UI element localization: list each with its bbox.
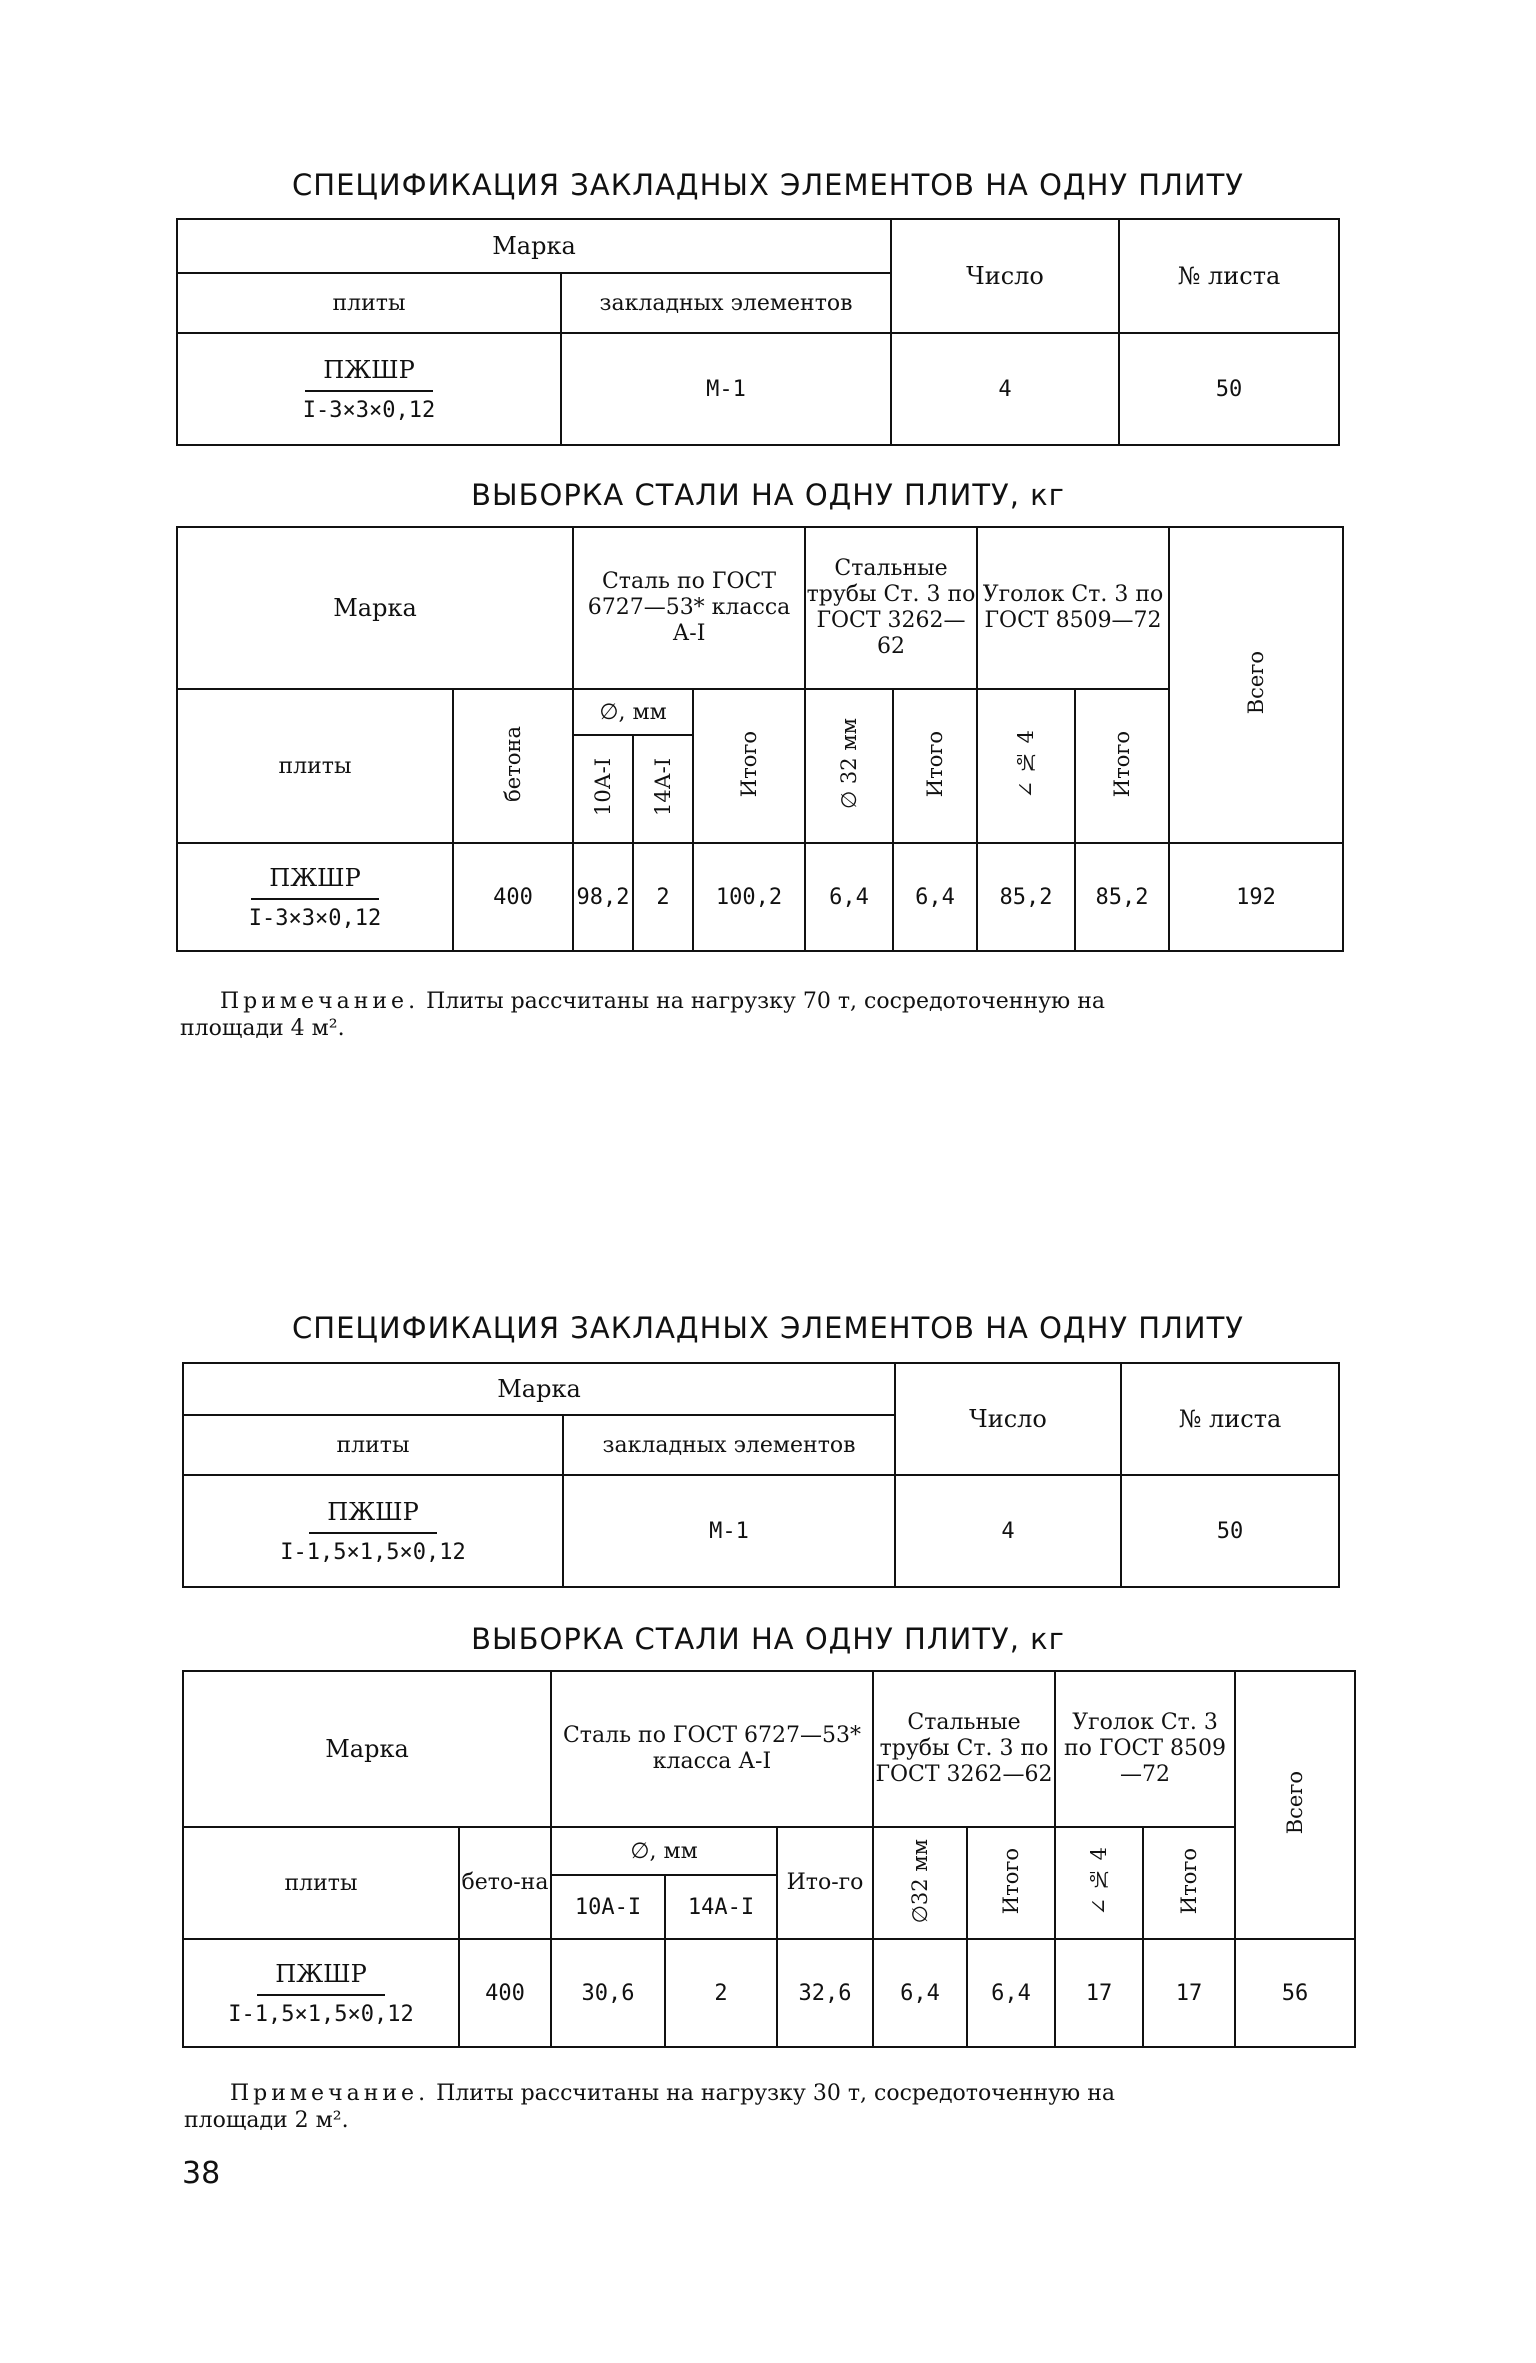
value-d32: 6,4 — [805, 843, 893, 951]
steel-header-ugolok: Уголок Ст. 3 по ГОСТ 8509—72 — [1055, 1671, 1235, 1827]
steel-table-1 — [176, 526, 1344, 952]
steel-header-itogo-1: Итого — [737, 730, 761, 798]
steel-header-10a: 10А-I — [591, 757, 615, 817]
steel-header-marka: Марка — [177, 527, 573, 689]
table-row — [183, 1475, 1339, 1587]
spec-table-1 — [176, 218, 1340, 446]
value-itogo-2: 6,4 — [967, 1939, 1055, 2047]
steel-header-ug4: ∠ № 4 — [1014, 729, 1039, 799]
value-10a: 98,2 — [573, 843, 633, 951]
steel-header-ug4: ∠ № 4 — [1087, 1846, 1112, 1916]
spec-count: 4 — [891, 333, 1119, 445]
note-1 — [180, 988, 1340, 1042]
note-label: Примечание. — [220, 989, 420, 1014]
spec-header-plity: плиты — [183, 1415, 563, 1475]
value-itogo-1: 100,2 — [693, 843, 805, 951]
spec-title-2: СПЕЦИФИКАЦИЯ ЗАКЛАДНЫХ ЭЛЕМЕНТОВ НА ОДНУ ПЛИТУ — [292, 1311, 1244, 1345]
value-betona: 400 — [459, 1939, 551, 2047]
steel-header-diam: ∅, мм — [551, 1827, 777, 1875]
note-text-line2: площади 4 м². — [180, 1016, 345, 1041]
plate-mark-top: ПЖШР — [251, 864, 378, 900]
value-ug4: 17 — [1055, 1939, 1143, 2047]
table-row — [177, 333, 1339, 445]
table-row — [177, 843, 1343, 951]
steel-header-betona: бето-на — [459, 1827, 551, 1939]
value-itogo-1: 32,6 — [777, 1939, 873, 2047]
value-itogo-2: 6,4 — [893, 843, 977, 951]
spec-header-marka: Марка — [183, 1363, 895, 1415]
steel-header-vsego: Всего — [1244, 651, 1269, 715]
steel-header-diam: ∅, мм — [573, 689, 693, 735]
note-text: Плиты рассчитаны на нагрузку 30 т, сосредоточенную на — [436, 2081, 1115, 2106]
steel-header-marka: Марка — [183, 1671, 551, 1827]
steel-header-itogo-1: Ито-го — [777, 1827, 873, 1939]
spec-header-list: № листа — [1121, 1363, 1339, 1475]
steel-header-plity: плиты — [177, 689, 453, 843]
steel-header-14a: 14А-I — [651, 757, 675, 817]
steel-header-stal: Сталь по ГОСТ 6727—53* класса А-I — [551, 1671, 873, 1827]
value-itogo-3: 85,2 — [1075, 843, 1169, 951]
table-row — [183, 1939, 1355, 2047]
value-ug4: 85,2 — [977, 843, 1075, 951]
note-label: Примечание. — [230, 2081, 430, 2106]
plate-mark-top: ПЖШР — [305, 356, 432, 392]
steel-header-truby: Стальные трубы Ст. 3 по ГОСТ 3262—62 — [805, 527, 977, 689]
steel-header-plity: плиты — [183, 1827, 459, 1939]
spec-table-2 — [182, 1362, 1340, 1588]
steel-header-14a: 14А-I — [665, 1875, 777, 1939]
spec-header-marka: Марка — [177, 219, 891, 273]
steel-header-betona: бетона — [501, 726, 525, 802]
steel-table-2 — [182, 1670, 1356, 2048]
value-14a: 2 — [665, 1939, 777, 2047]
value-itogo-3: 17 — [1143, 1939, 1235, 2047]
steel-header-d32: ∅32 мм — [908, 1838, 932, 1924]
note-text-line2: площади 2 м². — [184, 2108, 349, 2133]
page-number: 38 — [182, 2156, 221, 2191]
steel-title-2: ВЫБОРКА СТАЛИ НА ОДНУ ПЛИТУ, кг — [471, 1622, 1065, 1656]
plate-mark-bottom: I-3×3×0,12 — [248, 905, 382, 931]
steel-header-ugolok: Уголок Ст. 3 по ГОСТ 8509—72 — [977, 527, 1169, 689]
spec-header-plity: плиты — [177, 273, 561, 333]
plate-mark-bottom: I-3×3×0,12 — [302, 397, 436, 423]
spec-sheet: 50 — [1121, 1475, 1339, 1587]
plate-mark-bottom: I-1,5×1,5×0,12 — [228, 2001, 414, 2027]
steel-header-vsego: Всего — [1283, 1771, 1308, 1835]
spec-header-chislo: Число — [891, 219, 1119, 333]
value-10a: 30,6 — [551, 1939, 665, 2047]
spec-element: М-1 — [563, 1475, 895, 1587]
spec-header-zakl: закладных элементов — [563, 1415, 895, 1475]
value-vsego: 56 — [1235, 1939, 1355, 2047]
value-betona: 400 — [453, 843, 573, 951]
steel-header-stal: Сталь по ГОСТ 6727—53* класса А-I — [573, 527, 805, 689]
note-text: Плиты рассчитаны на нагрузку 70 т, сосредоточенную на — [426, 989, 1105, 1014]
steel-header-d32: ∅ 32 мм — [837, 718, 861, 810]
spec-header-chislo: Число — [895, 1363, 1121, 1475]
spec-element: М-1 — [561, 333, 891, 445]
plate-mark-top: ПЖШР — [257, 1960, 384, 1996]
steel-title-1: ВЫБОРКА СТАЛИ НА ОДНУ ПЛИТУ, кг — [471, 478, 1065, 512]
spec-sheet: 50 — [1119, 333, 1339, 445]
steel-header-truby: Стальные трубы Ст. 3 по ГОСТ 3262—62 — [873, 1671, 1055, 1827]
steel-header-10a: 10А-I — [551, 1875, 665, 1939]
spec-header-list: № листа — [1119, 219, 1339, 333]
plate-mark-bottom: I-1,5×1,5×0,12 — [280, 1539, 466, 1565]
spec-header-zakl: закладных элементов — [561, 273, 891, 333]
value-d32: 6,4 — [873, 1939, 967, 2047]
spec-title-1: СПЕЦИФИКАЦИЯ ЗАКЛАДНЫХ ЭЛЕМЕНТОВ НА ОДНУ ПЛИТУ — [292, 168, 1244, 202]
steel-header-itogo-2: Итого — [999, 1847, 1023, 1915]
value-vsego: 192 — [1169, 843, 1343, 951]
steel-header-itogo-2: Итого — [923, 730, 947, 798]
note-2 — [184, 2080, 1360, 2134]
plate-mark-top: ПЖШР — [309, 1498, 436, 1534]
steel-header-itogo-3: Итого — [1177, 1847, 1202, 1915]
spec-count: 4 — [895, 1475, 1121, 1587]
steel-header-itogo-3: Итого — [1110, 730, 1135, 798]
value-14a: 2 — [633, 843, 693, 951]
